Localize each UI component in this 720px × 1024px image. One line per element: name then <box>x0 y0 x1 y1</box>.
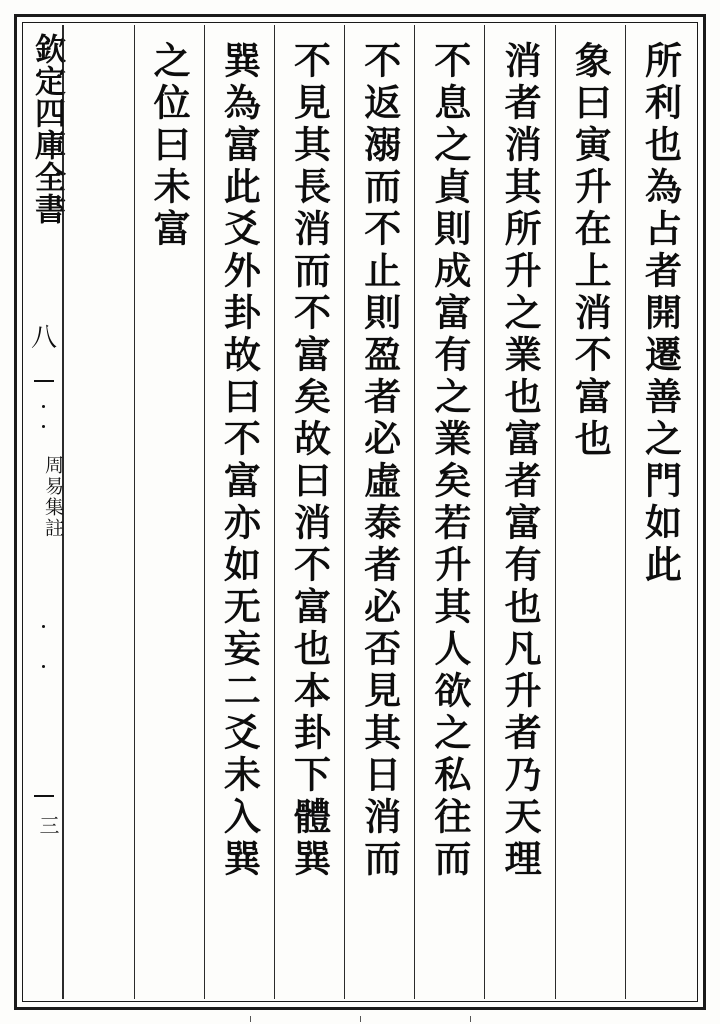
banxin-dot-3 <box>42 625 45 628</box>
volume-mark: 八 <box>31 323 58 353</box>
banxin-spine-strip <box>25 25 63 999</box>
column-text: 之位曰未富 <box>147 41 192 251</box>
text-column-4 <box>414 25 484 999</box>
text-block <box>63 25 695 999</box>
text-column-7 <box>204 25 274 999</box>
book-title: 欽定四庫全書 <box>29 33 65 225</box>
work-title: 周易集註 <box>42 455 64 539</box>
edge-tick <box>360 1016 361 1022</box>
column-text: 不返溺而不止則盈者必虛泰者必否見其日消而 <box>357 41 402 881</box>
column-text: 所利也為占者開遷善之門如此 <box>638 41 683 587</box>
text-column-9-empty <box>63 25 133 999</box>
banxin-divider-2 <box>34 795 54 797</box>
text-column-3 <box>484 25 554 999</box>
column-text: 消者消其所升之業也富者富有也凡升者乃天理 <box>498 41 543 881</box>
text-column-8 <box>134 25 204 999</box>
text-column-2 <box>555 25 625 999</box>
banxin-dot-2 <box>42 425 45 428</box>
banxin-divider-1 <box>34 380 54 382</box>
edge-tick <box>250 1016 251 1022</box>
banxin-dot-4 <box>42 665 45 668</box>
text-column-1 <box>625 25 695 999</box>
text-column-6 <box>274 25 344 999</box>
column-text: 巽為富此爻外卦故曰不富亦如无妄二爻未入巽 <box>217 41 262 881</box>
column-text: 不見其長消而不富矣故曰消不富也本卦下體巽 <box>287 41 332 881</box>
banxin-dot-1 <box>42 405 45 408</box>
edge-tick <box>470 1016 471 1022</box>
text-column-5 <box>344 25 414 999</box>
column-text: 象曰寅升在上消不富也 <box>568 41 613 461</box>
column-text: 不息之貞則成富有之業矣若升其人欲之私往而 <box>427 41 472 881</box>
page-number: 三 <box>36 815 60 835</box>
